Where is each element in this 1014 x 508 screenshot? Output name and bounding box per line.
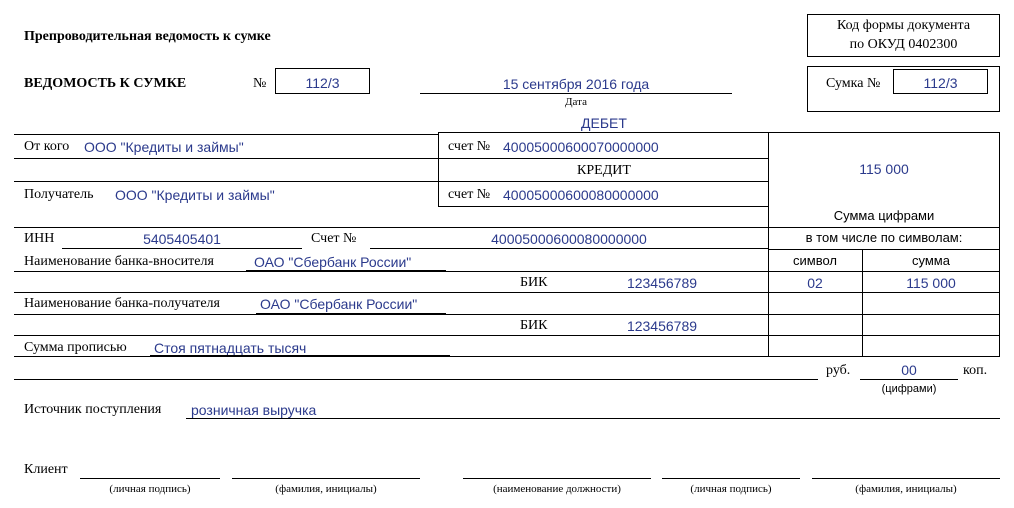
form-code-line1: Код формы документа [836, 18, 971, 33]
line-section-bottom [14, 227, 1000, 228]
position-line [463, 478, 651, 479]
bik2-value[interactable]: 123456789 [626, 318, 698, 334]
symbols-col-symbol: символ [793, 253, 837, 268]
cashier-name-caption: (фамилия, инициалы) [855, 483, 957, 495]
client-name-caption: (фамилия, инициалы) [275, 483, 377, 495]
source-value[interactable]: розничная выручка [191, 402, 317, 418]
amount-words-label: Сумма прописью [24, 340, 127, 355]
recipient-account-label: счет № [448, 187, 491, 202]
bank-sender-label: Наименование банка-вносителя [24, 254, 214, 269]
position-caption: (наименование должности) [493, 483, 621, 495]
client-signature-caption: (личная подпись) [109, 483, 191, 495]
bik2-label: БИК [520, 318, 548, 333]
bag-label: Сумка № [826, 76, 881, 91]
from-value[interactable]: ООО "Кредиты и займы" [84, 139, 244, 155]
from-account-label: счет № [448, 139, 491, 154]
recipient-account[interactable]: 40005000600080000000 [503, 187, 659, 203]
line-from-bottom [14, 158, 768, 159]
kop-label: коп. [963, 363, 988, 378]
symbol-row-sum[interactable]: 115 000 [906, 275, 956, 291]
client-signature-line [80, 478, 220, 479]
cashier-signature-caption: (личная подпись) [690, 483, 772, 495]
line-from-top [14, 134, 438, 135]
inn-value[interactable]: 5405405401 [143, 231, 221, 247]
kop-value[interactable]: 00 [901, 362, 917, 378]
rub-line [14, 379, 818, 380]
bank-receiver-value[interactable]: ОАО "Сбербанк России" [260, 296, 418, 312]
form-code-line2: по ОКУД 0402300 [849, 37, 958, 52]
statement-date[interactable]: 15 сентября 2016 года [502, 76, 650, 92]
line-credit-bottom [14, 181, 768, 182]
amount-digits-caption: Сумма цифрами [833, 208, 935, 223]
inn-account[interactable]: 40005000600080000000 [491, 231, 647, 247]
from-label: От кого [24, 139, 70, 154]
bank-receiver-label: Наименование банка-получателя [24, 296, 220, 311]
credit-label: КРЕДИТ [577, 163, 631, 178]
line-recipient-bottom [438, 206, 768, 207]
source-label: Источник поступления [24, 402, 162, 417]
client-name-line [232, 478, 420, 479]
line-words-bottom [14, 356, 1000, 357]
statement-number: 112/3 [305, 75, 340, 91]
amount-digits[interactable]: 115 000 [859, 161, 909, 177]
line-symbols-header [768, 249, 1000, 250]
kop-underline [860, 379, 958, 380]
bik1-value[interactable]: 123456789 [626, 275, 698, 291]
bag-number: 112/3 [923, 75, 958, 91]
vline-account-col [438, 132, 439, 206]
line-bik1-bottom [14, 292, 1000, 293]
bank-sender-value[interactable]: ОАО "Сбербанк России" [254, 254, 412, 270]
cashier-name-line [812, 478, 1000, 479]
inn-account-label: Счет № [311, 231, 357, 246]
debit-label: ДЕБЕТ [581, 115, 627, 131]
inn-underline [62, 248, 302, 249]
bik1-label: БИК [520, 275, 548, 290]
recipient-value[interactable]: ООО "Кредиты и займы" [115, 187, 275, 203]
recipient-label: Получатель [24, 187, 94, 202]
amount-words-underline [150, 355, 450, 356]
line-bank2-bottom [14, 314, 1000, 315]
line-inn-bottom [14, 271, 1000, 272]
source-underline [186, 418, 1000, 419]
rub-label: руб. [826, 363, 851, 378]
date-caption: Дата [565, 96, 587, 108]
from-account[interactable]: 40005000600070000000 [503, 139, 659, 155]
symbols-header: в том числе по символам: [805, 230, 963, 245]
inn-label: ИНН [24, 231, 55, 246]
bank-receiver-underline [256, 313, 446, 314]
date-underline [420, 93, 732, 94]
inn-account-underline [370, 248, 768, 249]
kop-caption: (цифрами) [881, 383, 937, 395]
page-title: Препроводительная ведомость к сумке [24, 29, 271, 44]
statement-label: ВЕДОМОСТЬ К СУМКЕ [24, 76, 187, 91]
symbol-row-symbol[interactable]: 02 [807, 275, 823, 291]
line-bik2-bottom [14, 335, 1000, 336]
number-sign: № [253, 76, 267, 91]
client-label: Клиент [24, 462, 68, 477]
cashier-signature-line [662, 478, 800, 479]
symbols-col-sum: сумма [912, 253, 950, 268]
line-top-right [438, 132, 1000, 133]
bank-sender-underline [246, 270, 446, 271]
amount-words-value[interactable]: Стоя пятнадцать тысяч [154, 340, 307, 356]
